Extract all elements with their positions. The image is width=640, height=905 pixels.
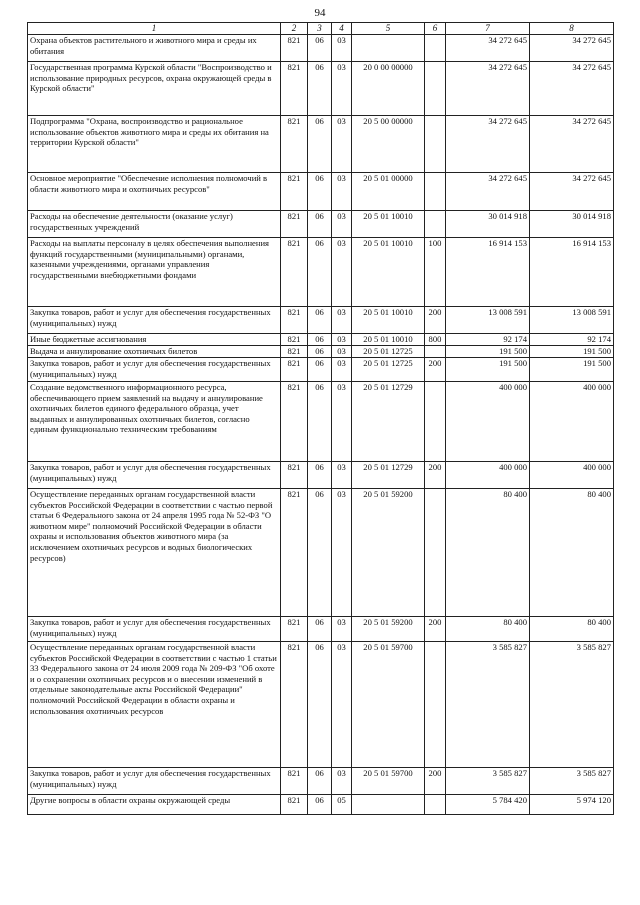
cell-sum2: 400 000 [530, 382, 614, 462]
cell-vr: 200 [425, 768, 446, 795]
cell-vr: 200 [425, 462, 446, 489]
cell-rz: 06 [308, 62, 332, 116]
cell-csr: 20 5 01 12729 [352, 382, 425, 462]
cell-name: Выдача и аннулирование охотничьих билетов [28, 346, 281, 358]
cell-pr: 03 [332, 642, 352, 768]
cell-sum1: 191 500 [446, 358, 530, 382]
cell-csr: 20 5 01 59700 [352, 642, 425, 768]
cell-grbs: 821 [281, 489, 308, 617]
cell-csr: 20 5 01 59200 [352, 617, 425, 642]
cell-rz: 06 [308, 462, 332, 489]
cell-name: Закупка товаров, работ и услуг для обеспечения государственных (муниципальных) нужд [28, 462, 281, 489]
table-row [28, 768, 614, 795]
cell-grbs: 821 [281, 768, 308, 795]
cell-sum1: 34 272 645 [446, 35, 530, 62]
cell-grbs: 821 [281, 173, 308, 211]
table-row [28, 489, 614, 617]
cell-vr [425, 382, 446, 462]
cell-pr: 03 [332, 173, 352, 211]
cell-name: Иные бюджетные ассигнования [28, 334, 281, 346]
table-row [28, 173, 614, 211]
table-row [28, 211, 614, 238]
column-header: 3 [308, 23, 332, 35]
cell-rz: 06 [308, 211, 332, 238]
cell-grbs: 821 [281, 346, 308, 358]
cell-sum2: 34 272 645 [530, 116, 614, 173]
cell-sum2: 16 914 153 [530, 238, 614, 307]
cell-pr: 03 [332, 62, 352, 116]
table-row [28, 617, 614, 642]
cell-rz: 06 [308, 334, 332, 346]
cell-sum1: 80 400 [446, 617, 530, 642]
cell-rz: 06 [308, 382, 332, 462]
cell-rz: 06 [308, 173, 332, 211]
cell-pr: 05 [332, 795, 352, 815]
table-row [28, 62, 614, 116]
cell-sum1: 3 585 827 [446, 642, 530, 768]
cell-sum2: 34 272 645 [530, 35, 614, 62]
cell-grbs: 821 [281, 334, 308, 346]
cell-pr: 03 [332, 462, 352, 489]
cell-csr: 20 5 01 10010 [352, 211, 425, 238]
cell-pr: 03 [332, 768, 352, 795]
cell-name: Государственная программа Курской области "Воспроизводство и использование природных ресурсов, охрана окружающей среды в Курской области" [28, 62, 281, 116]
cell-rz: 06 [308, 768, 332, 795]
cell-grbs: 821 [281, 238, 308, 307]
cell-name: Основное мероприятие "Обеспечение исполнения полномочий в области животного мира и охотничьих ресурсов" [28, 173, 281, 211]
cell-vr [425, 795, 446, 815]
cell-csr: 20 5 01 00000 [352, 173, 425, 211]
cell-sum1: 34 272 645 [446, 173, 530, 211]
cell-sum2: 5 974 120 [530, 795, 614, 815]
cell-sum1: 400 000 [446, 462, 530, 489]
cell-rz: 06 [308, 116, 332, 173]
table-row [28, 334, 614, 346]
cell-vr [425, 173, 446, 211]
cell-name: Осуществление переданных органам государственной власти субъектов Российской Федерации в соответствии с частью первой статьи 6 Федерального закона от 24 апреля 1995 года № 52-ФЗ "О животном мире" полномочий Российской Федерации в области охраны и использования объектов животного мира (за исключением охотничьих ресурсов и водных биологических ресурсов) [28, 489, 281, 617]
table-row [28, 346, 614, 358]
cell-sum1: 3 585 827 [446, 768, 530, 795]
cell-grbs: 821 [281, 62, 308, 116]
cell-csr: 20 5 00 00000 [352, 116, 425, 173]
table-row [28, 382, 614, 462]
cell-vr: 100 [425, 238, 446, 307]
cell-name: Расходы на выплаты персоналу в целях обеспечения выполнения функций государственными (муниципальными) органами, казенными учреждениями, органами управления государственными внебюджетными фондами [28, 238, 281, 307]
cell-vr: 800 [425, 334, 446, 346]
cell-vr [425, 642, 446, 768]
cell-sum2: 80 400 [530, 489, 614, 617]
cell-csr: 20 5 01 59200 [352, 489, 425, 617]
cell-sum2: 3 585 827 [530, 642, 614, 768]
cell-name: Охрана объектов растительного и животного мира и среды их обитания [28, 35, 281, 62]
cell-grbs: 821 [281, 462, 308, 489]
cell-csr [352, 35, 425, 62]
cell-sum1: 5 784 420 [446, 795, 530, 815]
cell-vr [425, 211, 446, 238]
cell-csr: 20 5 01 10010 [352, 334, 425, 346]
cell-pr: 03 [332, 211, 352, 238]
cell-sum2: 80 400 [530, 617, 614, 642]
column-header: 4 [332, 23, 352, 35]
cell-name: Закупка товаров, работ и услуг для обеспечения государственных (муниципальных) нужд [28, 617, 281, 642]
cell-name: Расходы на обеспечение деятельности (оказание услуг) государственных учреждений [28, 211, 281, 238]
cell-grbs: 821 [281, 382, 308, 462]
cell-rz: 06 [308, 795, 332, 815]
table-row [28, 642, 614, 768]
cell-grbs: 821 [281, 211, 308, 238]
table-row [28, 795, 614, 815]
cell-pr: 03 [332, 35, 352, 62]
cell-csr: 20 0 00 00000 [352, 62, 425, 116]
cell-sum2: 3 585 827 [530, 768, 614, 795]
header-row [28, 23, 614, 35]
column-header: 7 [446, 23, 530, 35]
table-row [28, 307, 614, 334]
cell-csr: 20 5 01 10010 [352, 238, 425, 307]
cell-rz: 06 [308, 238, 332, 307]
table-row [28, 35, 614, 62]
cell-grbs: 821 [281, 35, 308, 62]
cell-pr: 03 [332, 307, 352, 334]
cell-sum1: 16 914 153 [446, 238, 530, 307]
cell-grbs: 821 [281, 307, 308, 334]
cell-pr: 03 [332, 489, 352, 617]
cell-sum2: 30 014 918 [530, 211, 614, 238]
table-row [28, 462, 614, 489]
table-body [28, 35, 614, 815]
cell-sum2: 34 272 645 [530, 62, 614, 116]
cell-name: Подпрограмма "Охрана, воспроизводство и рациональное использование объектов животного мира и среды их обитания на территории Курской области" [28, 116, 281, 173]
cell-sum2: 13 008 591 [530, 307, 614, 334]
cell-vr [425, 489, 446, 617]
cell-rz: 06 [308, 617, 332, 642]
column-header: 1 [28, 23, 281, 35]
cell-rz: 06 [308, 35, 332, 62]
cell-vr: 200 [425, 358, 446, 382]
cell-grbs: 821 [281, 116, 308, 173]
column-header: 6 [425, 23, 446, 35]
column-header: 8 [530, 23, 614, 35]
cell-csr [352, 795, 425, 815]
cell-name: Создание ведомственного информационного ресурса, обеспечивающего прием заявлений на выдачу и аннулирование охотничьих билетов единого федерального образца, учет выданных и аннулированных охотничьих билетов, согласно единым функционально техническим требованиям [28, 382, 281, 462]
table-row [28, 358, 614, 382]
cell-rz: 06 [308, 358, 332, 382]
cell-grbs: 821 [281, 795, 308, 815]
cell-csr: 20 5 01 12729 [352, 462, 425, 489]
cell-pr: 03 [332, 116, 352, 173]
cell-sum1: 92 174 [446, 334, 530, 346]
cell-sum1: 400 000 [446, 382, 530, 462]
cell-pr: 03 [332, 358, 352, 382]
cell-vr [425, 116, 446, 173]
cell-sum2: 92 174 [530, 334, 614, 346]
cell-sum1: 34 272 645 [446, 116, 530, 173]
cell-name: Другие вопросы в области охраны окружающей среды [28, 795, 281, 815]
column-header: 2 [281, 23, 308, 35]
cell-pr: 03 [332, 617, 352, 642]
cell-name: Закупка товаров, работ и услуг для обеспечения государственных (муниципальных) нужд [28, 307, 281, 334]
cell-sum1: 13 008 591 [446, 307, 530, 334]
cell-sum1: 191 500 [446, 346, 530, 358]
cell-name: Закупка товаров, работ и услуг для обеспечения государственных (муниципальных) нужд [28, 358, 281, 382]
cell-vr: 200 [425, 307, 446, 334]
cell-vr [425, 62, 446, 116]
cell-grbs: 821 [281, 617, 308, 642]
cell-sum1: 80 400 [446, 489, 530, 617]
cell-sum1: 34 272 645 [446, 62, 530, 116]
table-row [28, 238, 614, 307]
cell-pr: 03 [332, 346, 352, 358]
cell-name: Осуществление переданных органам государственной власти субъектов Российской Федерации в соответствии с частью 1 статьи 33 Федерального закона от 24 июля 2009 года № 209-ФЗ "Об охоте и о сохранении охотничьих ресурсов и о внесении изменений в отдельные законодательные акты Российской Федерации" полномочий Российской Федерации в области охраны и использования охотничьих ресурсов [28, 642, 281, 768]
cell-vr [425, 35, 446, 62]
cell-sum2: 400 000 [530, 462, 614, 489]
cell-rz: 06 [308, 642, 332, 768]
page-number: 94 [314, 7, 326, 19]
column-header: 5 [352, 23, 425, 35]
cell-csr: 20 5 01 59700 [352, 768, 425, 795]
cell-rz: 06 [308, 307, 332, 334]
cell-name: Закупка товаров, работ и услуг для обеспечения государственных (муниципальных) нужд [28, 768, 281, 795]
cell-sum2: 34 272 645 [530, 173, 614, 211]
cell-sum2: 191 500 [530, 346, 614, 358]
cell-pr: 03 [332, 238, 352, 307]
cell-grbs: 821 [281, 642, 308, 768]
cell-sum2: 191 500 [530, 358, 614, 382]
cell-sum1: 30 014 918 [446, 211, 530, 238]
cell-csr: 20 5 01 12725 [352, 346, 425, 358]
cell-csr: 20 5 01 12725 [352, 358, 425, 382]
table-row [28, 116, 614, 173]
cell-pr: 03 [332, 334, 352, 346]
cell-csr: 20 5 01 10010 [352, 307, 425, 334]
cell-rz: 06 [308, 489, 332, 617]
cell-vr: 200 [425, 617, 446, 642]
cell-grbs: 821 [281, 358, 308, 382]
cell-pr: 03 [332, 382, 352, 462]
budget-table [27, 22, 614, 815]
cell-vr [425, 346, 446, 358]
cell-rz: 06 [308, 346, 332, 358]
